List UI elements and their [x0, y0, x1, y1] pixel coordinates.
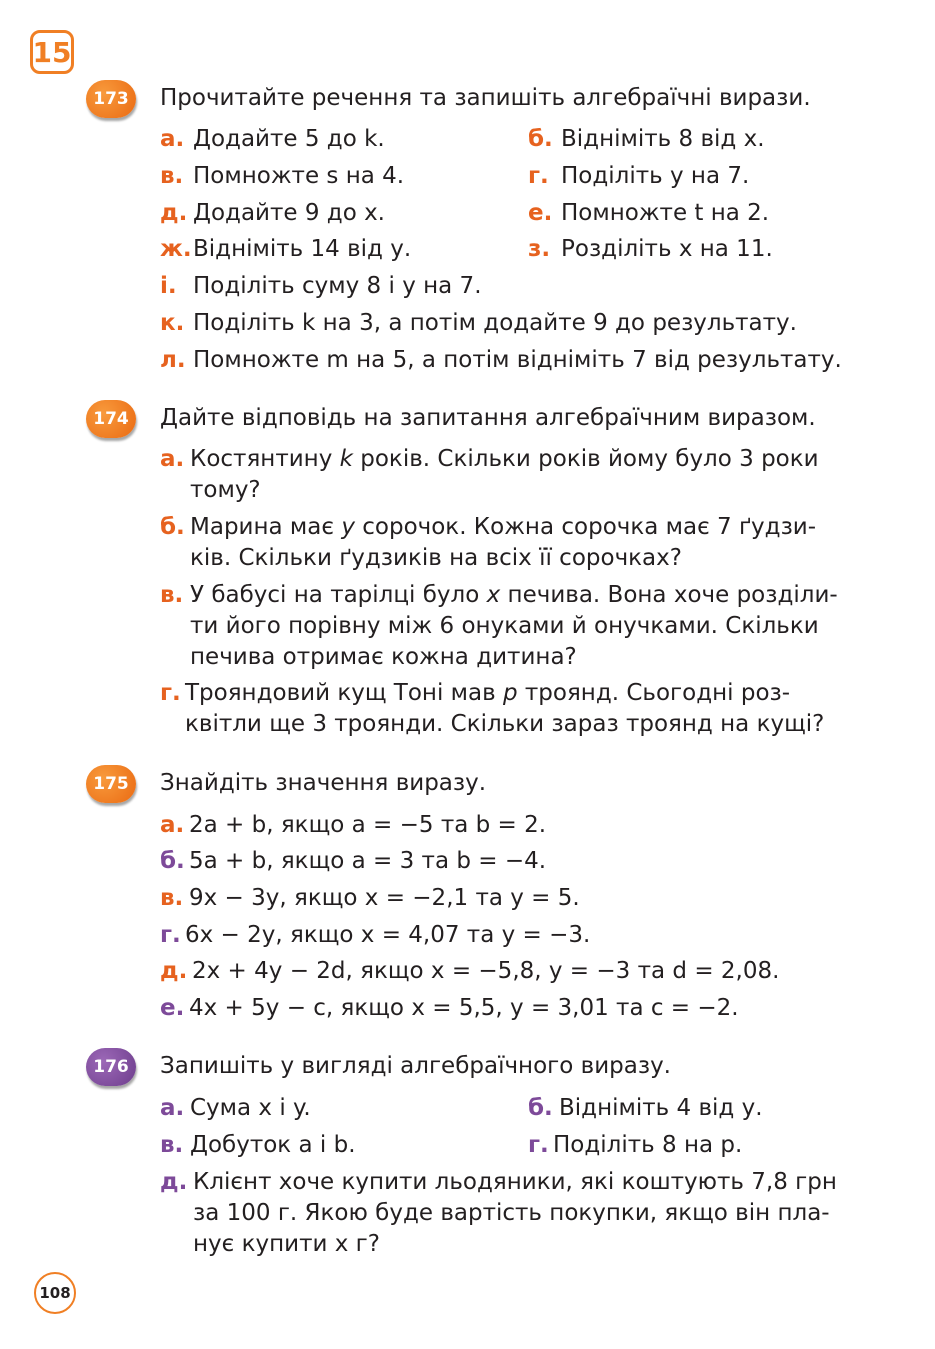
item-text: 6x − 2y, якщо x = 4,07 та y = −3. — [185, 922, 591, 948]
item-label: ж. — [160, 236, 192, 262]
list-item — [160, 921, 590, 949]
list-item — [528, 1131, 742, 1159]
variable: y — [341, 514, 355, 540]
item-text: тому? — [190, 477, 261, 503]
item-label: г. — [160, 922, 181, 948]
exercise-prompt: Прочитайте речення та запишіть алгебраїчні вирази. — [160, 85, 811, 111]
item-text: ків. Скільки ґудзиків на всіх її сорочках? — [190, 545, 682, 571]
exercise-prompt: Запишіть у вигляді алгебраїчного виразу. — [160, 1053, 671, 1079]
variable: p — [502, 680, 518, 706]
list-item — [160, 235, 411, 263]
item-label: б. — [160, 848, 185, 874]
item-label: з. — [528, 236, 551, 262]
list-item — [160, 1131, 356, 1159]
page-number: 108 — [34, 1272, 76, 1314]
item-label: б. — [160, 514, 185, 540]
item-text: Трояндовий кущ Тоні мав — [185, 680, 503, 706]
item-label: а. — [160, 812, 185, 838]
item-label: г. — [160, 680, 181, 706]
lesson-number-badge: 15 — [30, 30, 74, 74]
exercise-number-badge: 173 — [86, 80, 136, 118]
item-text: Відніміть 14 від у. — [193, 236, 412, 262]
item-text: Поділіть у на 7. — [561, 163, 750, 189]
exercise-number-badge: 175 — [86, 765, 136, 803]
item-text: печива. Вона хоче розділи- — [500, 582, 838, 608]
item-label: к. — [160, 310, 185, 336]
list-item — [160, 811, 546, 839]
list-item — [160, 272, 482, 300]
list-item — [160, 199, 385, 227]
list-item — [160, 580, 838, 673]
item-label: а. — [160, 446, 185, 472]
list-item — [528, 199, 769, 227]
list-item — [528, 125, 765, 153]
item-label: е. — [528, 200, 553, 226]
item-text: Костянтину — [190, 446, 340, 472]
list-item — [160, 512, 816, 574]
item-text: Добуток a і b. — [190, 1132, 356, 1158]
variable: x — [486, 582, 501, 608]
list-item — [160, 847, 546, 875]
list-item — [528, 1094, 763, 1122]
item-text: Відніміть 4 від у. — [559, 1095, 763, 1121]
item-label: д. — [160, 200, 188, 226]
item-text: Клієнт хоче купити льодяники, які коштують 7,8 грн — [193, 1169, 837, 1195]
exercise-number-badge: 176 — [86, 1048, 136, 1086]
item-label: в. — [160, 582, 184, 608]
item-label: б. — [528, 126, 553, 152]
list-item — [160, 1167, 837, 1260]
item-label: г. — [528, 163, 549, 189]
list-item — [528, 235, 773, 263]
item-text: Додайте 9 до x. — [193, 200, 385, 226]
exercise-number-badge: 174 — [86, 400, 136, 438]
item-text: Відніміть 8 від x. — [561, 126, 765, 152]
item-text: квітли ще 3 троянди. Скільки зараз троянд на кущі? — [185, 711, 825, 737]
item-label: л. — [160, 347, 186, 373]
item-label: д. — [160, 1169, 188, 1195]
list-item — [160, 994, 739, 1022]
list-item — [160, 957, 779, 985]
item-text: Поділіть k на 3, а потім додайте 9 до результату. — [193, 310, 797, 336]
list-item — [160, 162, 404, 190]
exercise-prompt: Дайте відповідь на запитання алгебраїчним виразом. — [160, 405, 816, 431]
item-text: Додайте 5 до k. — [193, 126, 385, 152]
item-text: Сума x і y. — [190, 1095, 311, 1121]
item-label: і. — [160, 273, 177, 299]
list-item — [160, 309, 797, 337]
item-text: років. Скільки років йому було 3 роки — [352, 446, 819, 472]
item-text: сорочок. Кожна сорочка має 7 ґудзи- — [354, 514, 817, 540]
item-label: в. — [160, 885, 184, 911]
item-text: троянд. Сьогодні роз- — [517, 680, 791, 706]
item-label: а. — [160, 1095, 185, 1121]
item-text: 9x − 3y, якщо x = −2,1 та y = 5. — [189, 885, 580, 911]
item-label: б. — [528, 1095, 553, 1121]
list-item — [160, 125, 385, 153]
item-text: Поділіть 8 на р. — [553, 1132, 743, 1158]
item-text: 4x + 5y − c, якщо x = 5,5, y = 3,01 та c = −2. — [189, 995, 739, 1021]
item-label: в. — [160, 1132, 184, 1158]
variable: k — [339, 446, 353, 472]
item-label: е. — [160, 995, 185, 1021]
list-item — [528, 162, 749, 190]
exercise-prompt: Знайдіть значення виразу. — [160, 770, 487, 796]
item-text: печива отримає кожна дитина? — [190, 644, 577, 670]
item-text: за 100 г. Якою буде вартість покупки, якщо він пла- — [193, 1200, 830, 1226]
item-text: Помножте m на 5, а потім відніміть 7 від результату. — [193, 347, 842, 373]
item-text: ти його порівну між 6 онуками й онучками. Скільки — [190, 613, 819, 639]
item-label: д. — [160, 958, 188, 984]
item-text: нує купити x г? — [193, 1231, 380, 1257]
item-text: 5a + b, якщо a = 3 та b = −4. — [189, 848, 547, 874]
item-label: в. — [160, 163, 184, 189]
list-item — [160, 678, 824, 740]
item-text: 2x + 4y − 2d, якщо x = −5,8, y = −3 та d = 2,08. — [192, 958, 780, 984]
item-label: г. — [528, 1132, 549, 1158]
list-item — [160, 1094, 311, 1122]
item-text: Розділіть x на 11. — [561, 236, 773, 262]
item-text: Марина має — [190, 514, 342, 540]
list-item — [160, 884, 580, 912]
item-label: а. — [160, 126, 185, 152]
list-item — [160, 444, 819, 506]
item-text: У бабусі на тарілці було — [190, 582, 487, 608]
item-text: Помножте s на 4. — [193, 163, 405, 189]
item-text: 2a + b, якщо a = −5 та b = 2. — [189, 812, 547, 838]
item-text: Поділіть суму 8 і у на 7. — [193, 273, 482, 299]
item-text: Помножте t на 2. — [561, 200, 770, 226]
list-item — [160, 346, 842, 374]
